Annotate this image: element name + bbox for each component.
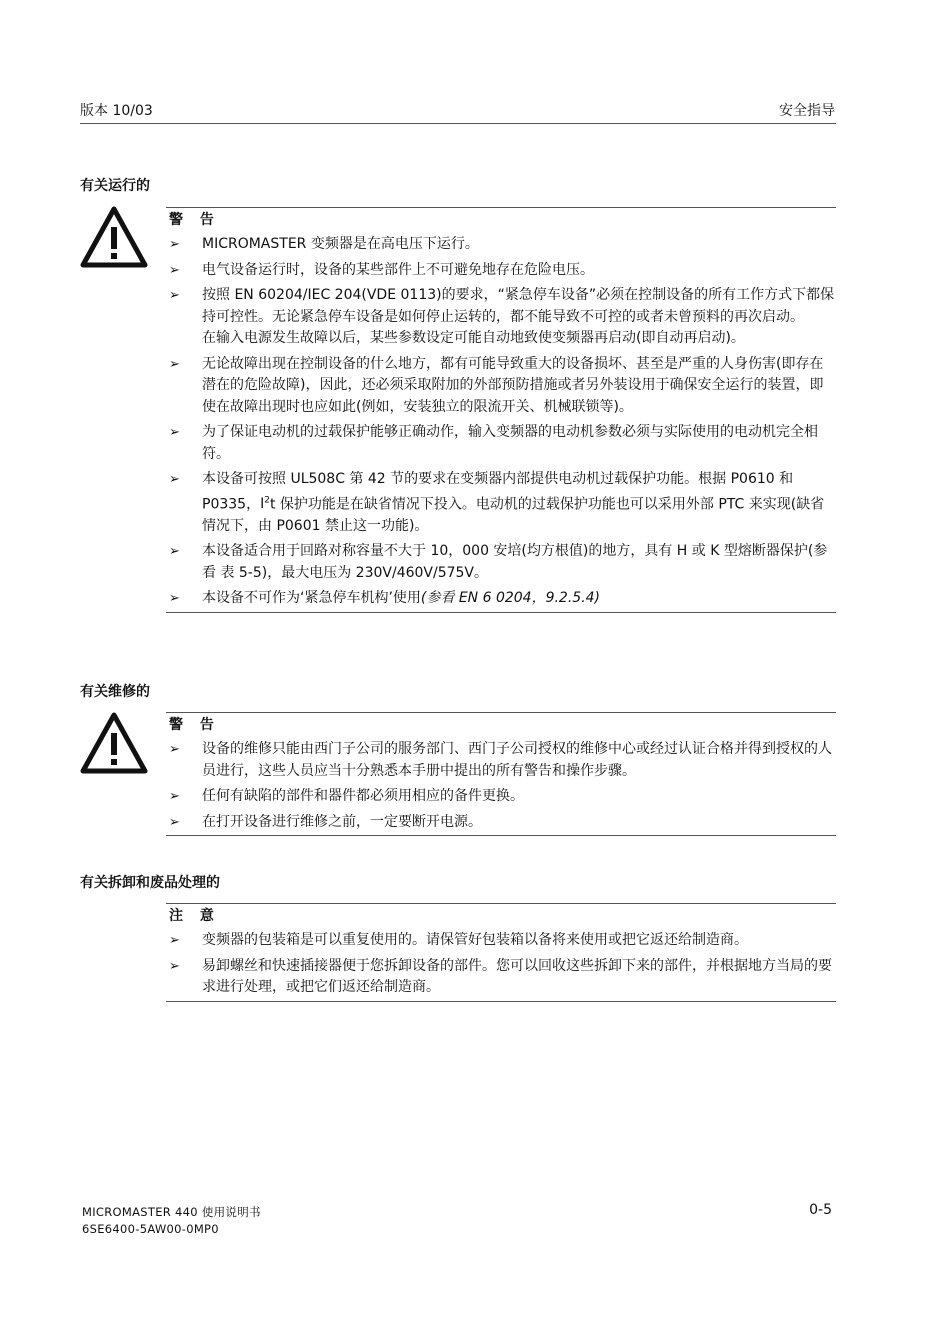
box-title: 警 告 — [169, 717, 220, 733]
list-item: ➢ 本设备不可作为‘紧急停车机构’使用(参看 EN 6 0204，9.2.5.4) — [169, 590, 601, 607]
list-item: ➢ 电气设备运行时，设备的某些部件上不可避免地存在危险电压。 — [169, 261, 594, 278]
warning-icon — [80, 712, 148, 774]
footer-order-number: 6SE6400-5AW00-0MP0 — [82, 1222, 219, 1236]
list-item: ➢ 任何有缺陷的部件和器件都必须用相应的备件更换。 — [169, 788, 524, 804]
list-item: ➢ MICROMASTER 变频器是在高电压下运行。 — [169, 236, 479, 252]
list-item: ➢ 变频器的包装箱是可以重复使用的。请保管好包装箱以备将来使用或把它返还给制造商。 — [169, 932, 748, 948]
header-right: 安全指导 — [779, 103, 835, 119]
header-left: 版本 10/03 — [80, 103, 153, 119]
list-item: ➢ 在打开设备进行维修之前，一定要断开电源。 — [169, 813, 482, 830]
note-box-disposal — [166, 903, 836, 1002]
section-title-disposal: 有关拆卸和废品处理的 — [80, 875, 220, 891]
list-item-continuation: 在输入电源发生故障以后，某些参数设定可能自动地致使变频器再启动(即自动再启动)。 — [202, 330, 745, 346]
list-item: ➢ 易卸螺丝和快速插接器便于您拆卸设备的部件。您可以回收这些拆卸下来的部件，并根据地方当局的要求进行处理，或把它们返还给制造商。 — [169, 957, 832, 995]
warning-icon — [80, 206, 148, 268]
list-item: ➢ 本设备适合用于回路对称容量不大于 10，000 安培(均方根值)的地方，具有 H 或 K 型熔断器保护(参看 表 5-5)，最大电压为 230V/460V/575V。 — [169, 543, 828, 581]
list-item: ➢ 本设备可按照 UL508C 第 42 节的要求在变频器内部提供电动机过载保护功能。根据 P0610 和 P0335，$I^2t$ 保护功能是在缺省情况下投入。电动机的过载保护功能也可以采用外部 PTC 来实现(缺省情况下，由 P0601 禁止这一功能)。 — [169, 471, 825, 534]
list-item: ➢ 为了保证电动机的过载保护能够正确动作，输入变频器的电动机参数必须与实际使用的电动机完全相符。 — [169, 424, 818, 462]
list-item: ➢ 设备的维修只能由西门子公司的服务部门、西门子公司授权的维修中心或经过认证合格并得到授权的人员进行，这些人员应当十分熟悉本手册中提出的所有警告和操作步骤。 — [169, 741, 832, 779]
footer-left — [82, 1204, 261, 1238]
box-title: 警 告 — [169, 212, 220, 228]
list-item: ➢ 按照 EN 60204/IEC 204(VDE 0113)的要求，“紧急停车设备”必须在控制设备的所有工作方式下都保持可控性。无论紧急停车设备是如何停止运转的，都不能导致不可控的或者未曾预料的再次启动。 — [169, 287, 835, 325]
box-title: 注 意 — [169, 908, 220, 924]
warning-box-maintenance — [166, 712, 836, 836]
list-item: ➢ 无论故障出现在控制设备的什么地方，都有可能导致重大的设备损坏、甚至是严重的人身伤害(即存在潜在的危险故障)，因此，还必须采取附加的外部预防措施或者另外装设用于确保安全运行的装置，即使在故障出现时也应如此(例如，安装独立的限流开关、机械联锁等)。 — [169, 355, 824, 415]
header-rule — [80, 123, 836, 124]
footer-product: MICROMASTER 440 使用说明书 — [82, 1205, 261, 1219]
i2t-symbol: $I^2$ — [260, 495, 270, 513]
warning-box-operation — [166, 207, 836, 613]
section-title-maintenance: 有关维修的 — [80, 684, 150, 700]
section-title-operation: 有关运行的 — [80, 178, 150, 194]
page-number: 0-5 — [809, 1202, 832, 1218]
